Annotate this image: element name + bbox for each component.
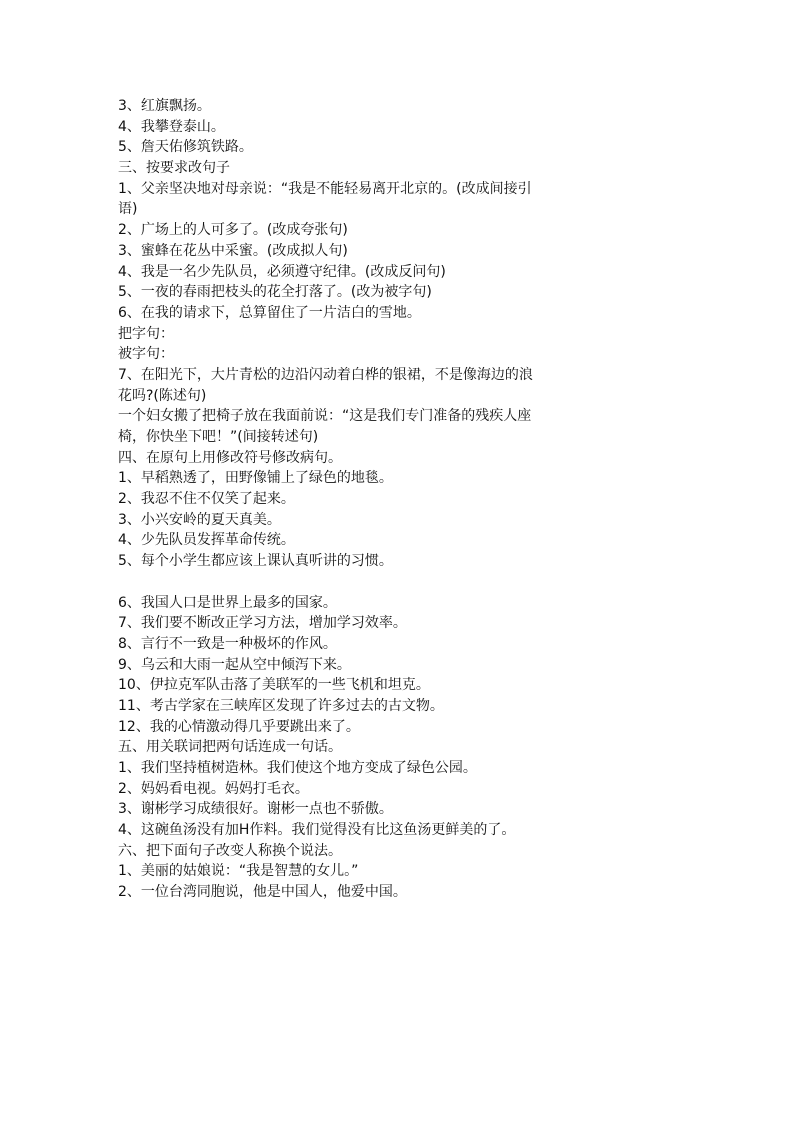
text-line: 9、乌云和大雨一起从空中倾泻下来。 [118,656,351,673]
text-line: 11、考古学家在三峡库区发现了许多过去的古文物。 [118,697,444,714]
section-heading: 五、用关联词把两句话连成一句话。 [118,739,342,756]
text-line: 语) [118,201,138,218]
blank-line [118,572,598,593]
text-line: 7、我们要不断改正学习方法，增加学习效率。 [118,615,407,632]
text-line: 7、在阳光下，大片青松的边沿闪动着白桦的银裙，不是像海边的浪 [118,366,533,383]
text-line: 6、在我的请求下，总算留住了一片洁白的雪地。 [118,304,421,321]
text-line: 2、我忍不住不仅笑了起来。 [118,491,295,508]
text-line: 1、父亲坚决地对母亲说：“我是不能轻易离开北京的。(改成间接引 [118,180,532,197]
text-line: 4、少先队员发挥革命传统。 [118,532,295,549]
text-line: 8、言行不一致是一种极坏的作风。 [118,635,337,652]
text-line: 3、小兴安岭的夏天真美。 [118,511,281,528]
text-line: 5、每个小学生都应该上课认真听讲的习惯。 [118,553,393,570]
text-line: 1、美丽的姑娘说：“我是智慧的女儿。” [118,863,359,880]
text-line: 被字句： [118,346,174,363]
text-line: 6、我国人口是世界上最多的国家。 [118,594,337,611]
text-line: 3、红旗飘扬。 [118,98,211,114]
text-line: 2、广场上的人可多了。(改成夸张句) [118,222,348,239]
text-line: 一个妇女搬了把椅子放在我面前说：“这是我们专门准备的残疾人座 [118,408,532,425]
text-line: 3、谢彬学习成绩很好。谢彬一点也不骄傲。 [118,801,393,818]
text-line: 4、我攀登泰山。 [118,118,225,135]
text-line: 3、蜜蜂在花丛中采蜜。(改成拟人句) [118,242,348,259]
text-line: 2、一位台湾同胞说，他是中国人，他爱中国。 [118,884,407,901]
text-line: 12、我的心情激动得几乎要跳出来了。 [118,718,360,735]
section-heading: 三、按要求改句子 [118,160,230,177]
text-line: 5、詹天佑修筑铁路。 [118,139,253,156]
text-line: 5、一夜的春雨把枝头的花全打落了。(改为被字句) [118,284,432,301]
text-line: 1、我们坚持植树造林。我们使这个地方变成了绿色公园。 [118,760,477,776]
text-line: 4、我是一名少先队员，必须遵守纪律。(改成反问句) [118,263,446,280]
section-heading: 六、把下面句子改变人称换个说法。 [118,842,342,859]
text-line: 把字句： [118,325,174,342]
document-body [118,96,598,903]
section-heading: 四、在原句上用修改符号修改病句。 [118,449,342,466]
text-line: 1、早稻熟透了，田野像铺上了绿色的地毯。 [118,470,393,487]
text-line: 10、伊拉克军队击落了美联军的一些飞机和坦克。 [118,677,430,694]
text-line: 2、妈妈看电视。妈妈打毛衣。 [118,780,309,797]
text-line: 4、这碗鱼汤没有加H作料。我们觉得没有比这鱼汤更鲜美的了。 [118,822,516,839]
text-line: 花吗?(陈述句) [118,387,207,404]
text-line: 椅，你快坐下吧！”(间接转述句) [118,429,319,445]
